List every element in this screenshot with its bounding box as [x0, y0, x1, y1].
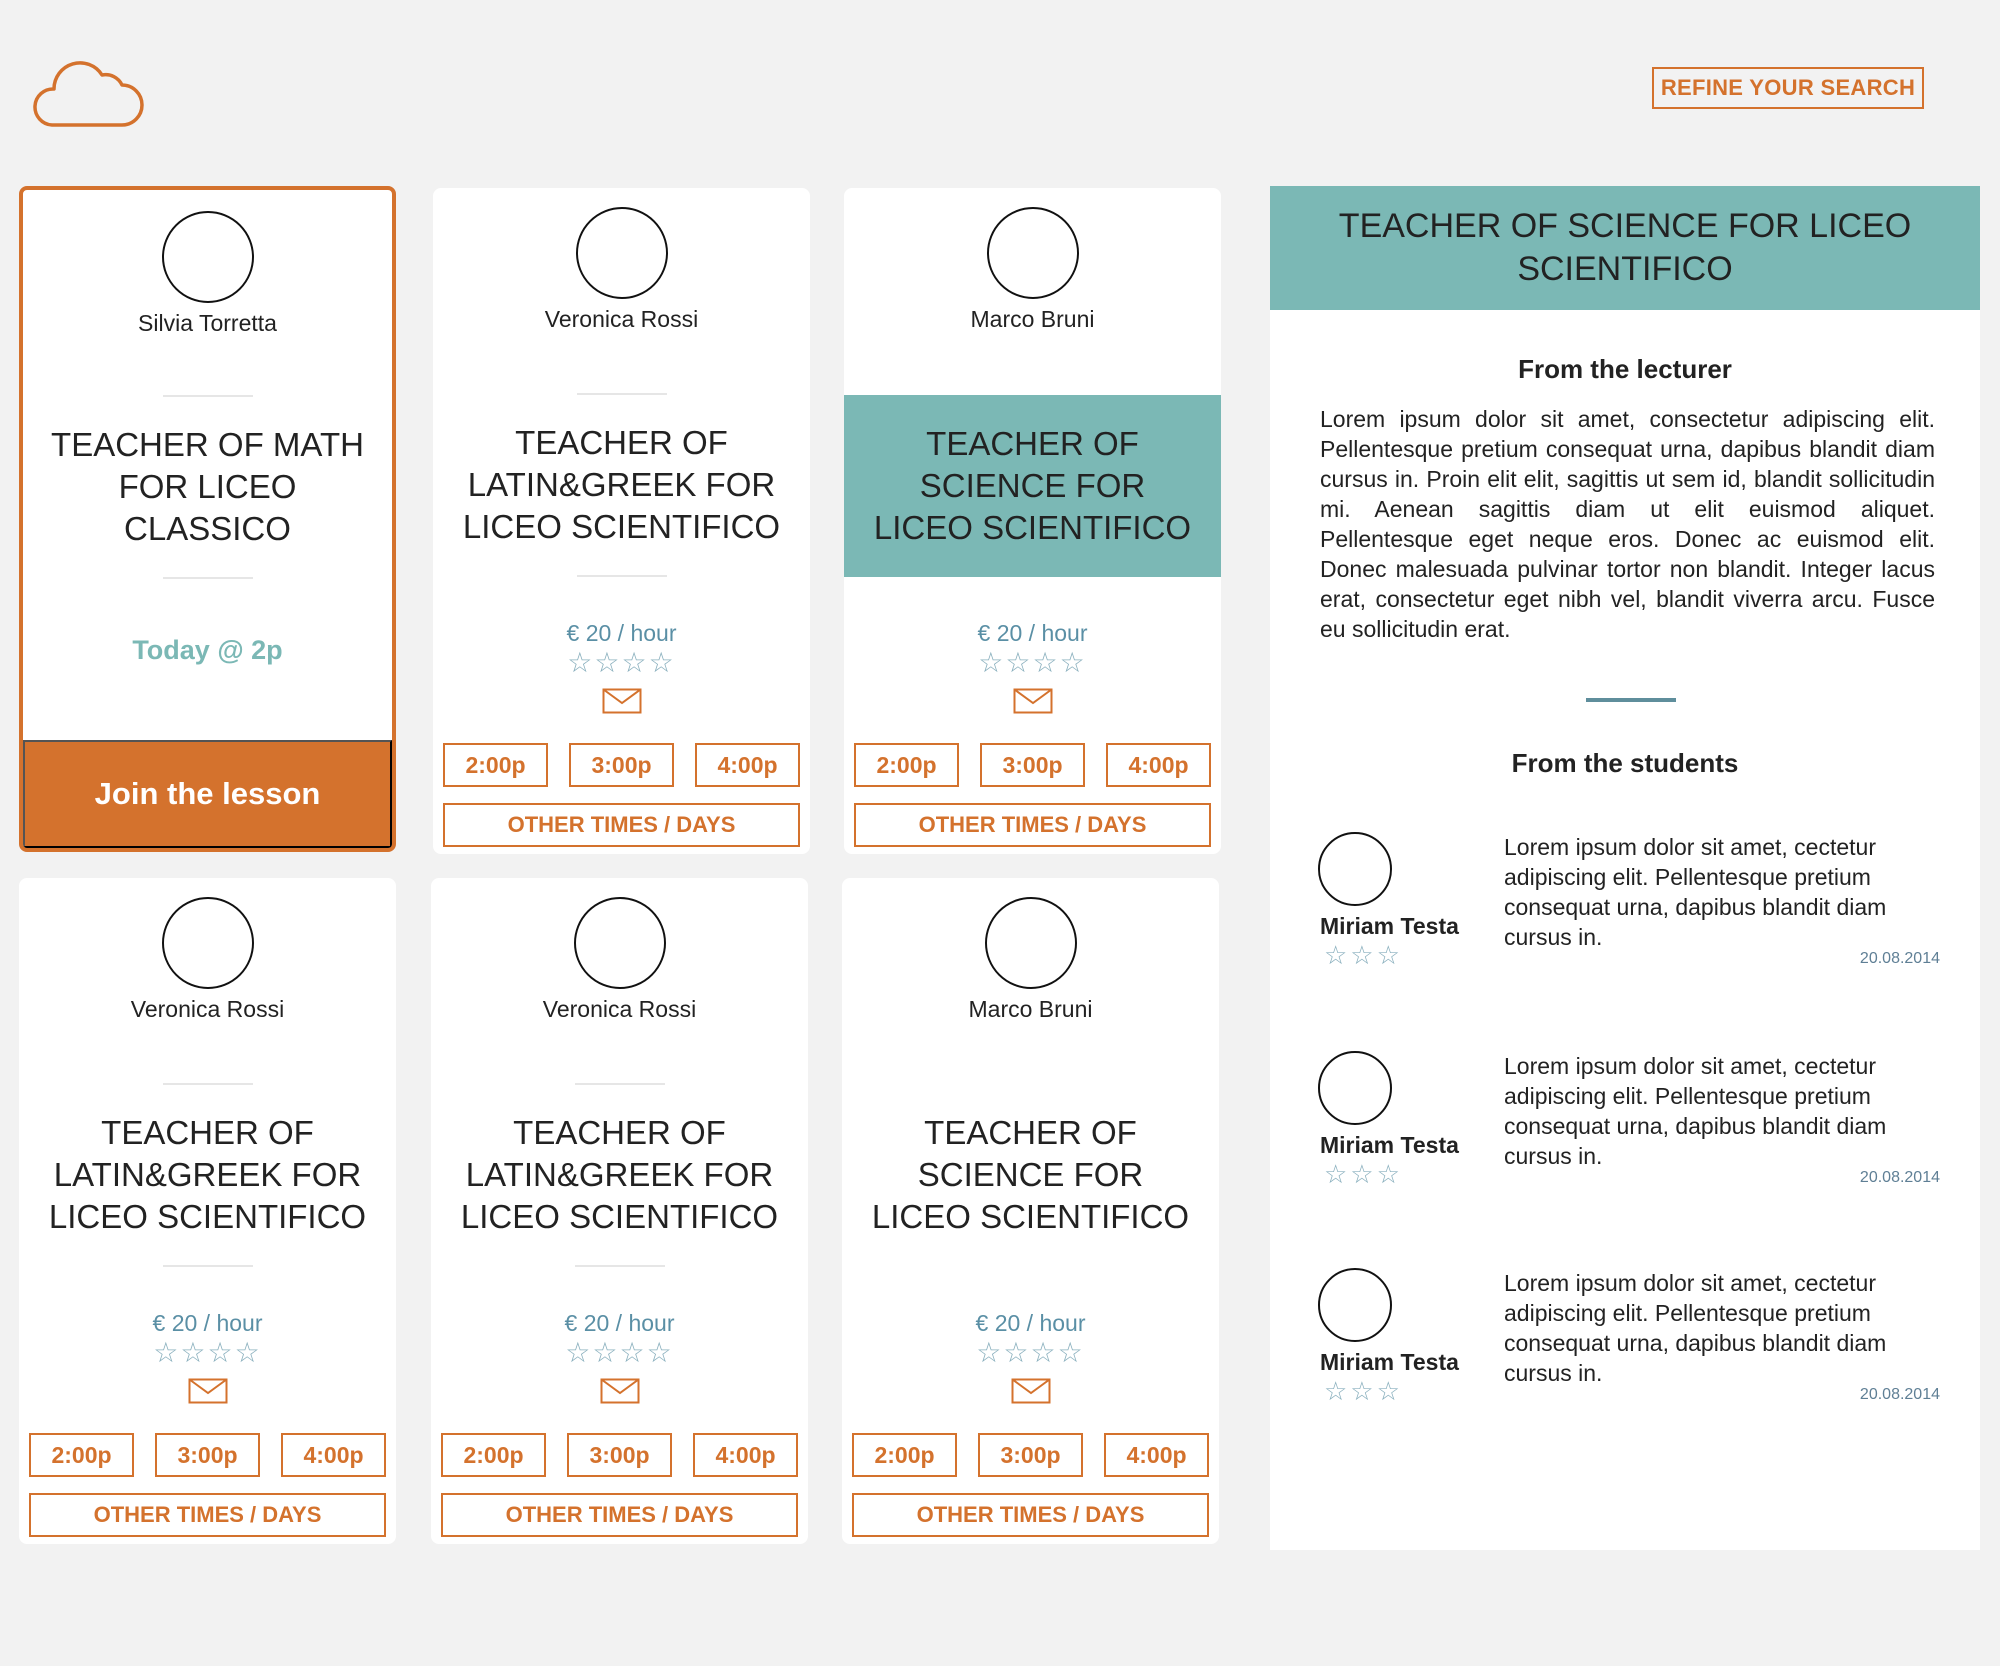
avatar	[987, 207, 1079, 299]
mail-icon[interactable]	[600, 1378, 640, 1404]
time-slot-button[interactable]: 4:00p	[1104, 1433, 1209, 1477]
lecturer-heading: From the lecturer	[1518, 354, 1732, 384]
other-times-button[interactable]: OTHER TIMES / DAYS	[29, 1493, 386, 1537]
time-slot-button[interactable]: 4:00p	[693, 1433, 798, 1477]
review-date: 20.08.2014	[1859, 1386, 1940, 1403]
time-slots	[854, 743, 1211, 787]
teacher-title: TEACHER OF SCIENCE FOR LICEO SCIENTIFICO	[844, 395, 1221, 577]
time-slot-button[interactable]: 3:00p	[569, 743, 674, 787]
other-times-button[interactable]: OTHER TIMES / DAYS	[443, 803, 800, 847]
divider	[575, 1265, 665, 1267]
teacher-name: Marco Bruni	[968, 996, 1093, 1022]
time-slot-button[interactable]: 4:00p	[695, 743, 800, 787]
teacher-name: Marco Bruni	[970, 306, 1095, 332]
section-divider	[1586, 698, 1676, 702]
rating-stars: ☆☆☆☆	[153, 1337, 262, 1368]
time-slots	[443, 743, 800, 787]
other-times-button[interactable]: OTHER TIMES / DAYS	[854, 803, 1211, 847]
price: € 20 / hour	[566, 620, 677, 646]
avatar	[1318, 1051, 1392, 1125]
mail-icon[interactable]	[602, 688, 642, 714]
rating-stars: ☆☆☆	[1324, 1376, 1403, 1406]
price: € 20 / hour	[975, 1310, 1086, 1336]
time-slots	[852, 1433, 1209, 1477]
student-review	[1270, 1051, 1980, 1251]
time-slot-button[interactable]: 3:00p	[978, 1433, 1083, 1477]
teacher-name: Veronica Rossi	[544, 306, 699, 332]
teacher-card[interactable]	[844, 188, 1221, 854]
teacher-detail-panel	[1270, 186, 1980, 1550]
price: € 20 / hour	[977, 620, 1088, 646]
teacher-title: TEACHER OF LATIN&GREEK FOR LICEO SCIENTIFICO	[462, 424, 781, 545]
time-slot-button[interactable]: 2:00p	[441, 1433, 546, 1477]
review-date: 20.08.2014	[1859, 1169, 1940, 1186]
avatar	[1318, 1268, 1392, 1342]
divider	[163, 1265, 253, 1267]
time-slot-button[interactable]: 3:00p	[567, 1433, 672, 1477]
reviewer-name: Miriam Testa	[1320, 1349, 1459, 1375]
student-review	[1270, 832, 1980, 1032]
lecturer-description: Lorem ipsum dolor sit amet, consectetur adipiscing elit. Pellentesque pretium consequat urna, dapibus blandit diam cursus in. Proin elit elit, sagittis ut sem id, blandit sollicitudin mi. Aenean sagittis diam ut elit euismod aliquet. Pellentesque eget neque eros. Donec ac euismod elit. Donec malesuada pulvinar tortor non blandit. Integer lacus erat, consectetur eget nibh vel, blandit viverra arcu. Fusce eu sollicitudin erat.	[1320, 406, 1935, 642]
avatar	[162, 897, 254, 989]
teacher-name: Veronica Rossi	[130, 996, 285, 1022]
divider	[163, 577, 253, 579]
time-slot-button[interactable]: 3:00p	[155, 1433, 260, 1477]
avatar	[1318, 832, 1392, 906]
divider	[577, 575, 667, 577]
cloud-icon[interactable]	[30, 55, 145, 130]
time-slot-button[interactable]: 4:00p	[281, 1433, 386, 1477]
teacher-name: Veronica Rossi	[542, 996, 697, 1022]
students-heading: From the students	[1511, 748, 1739, 778]
detail-title: TEACHER OF SCIENCE FOR LICEO SCIENTIFICO	[1270, 186, 1980, 310]
teacher-title: TEACHER OF SCIENCE FOR LICEO SCIENTIFICO	[871, 1114, 1190, 1235]
review-text: Lorem ipsum dolor sit amet, cectetur adipiscing elit. Pellentesque pretium consequat urna, dapibus blandit diam cursus in.	[1504, 1270, 1887, 1386]
rating-stars: ☆☆☆	[1324, 1159, 1403, 1189]
rating-stars: ☆☆☆☆	[978, 647, 1087, 678]
reviewer-name: Miriam Testa	[1320, 913, 1459, 939]
time-slot-button[interactable]: 3:00p	[980, 743, 1085, 787]
time-slot-button[interactable]: 2:00p	[443, 743, 548, 787]
teacher-name: Silvia Torretta	[138, 310, 277, 336]
rating-stars: ☆☆☆☆	[565, 1337, 674, 1368]
mail-icon[interactable]	[188, 1378, 228, 1404]
teacher-title: TEACHER OF LATIN&GREEK FOR LICEO SCIENTIFICO	[460, 1114, 779, 1235]
reviewer-name: Miriam Testa	[1320, 1132, 1459, 1158]
teacher-title: TEACHER OF MATH FOR LICEO CLASSICO	[51, 426, 364, 547]
other-times-button[interactable]: OTHER TIMES / DAYS	[441, 1493, 798, 1537]
student-review	[1270, 1268, 1980, 1468]
teacher-card[interactable]	[433, 188, 810, 854]
teacher-card[interactable]	[431, 878, 808, 1544]
time-slot-button[interactable]: 4:00p	[1106, 743, 1211, 787]
mail-icon[interactable]	[1013, 688, 1053, 714]
review-text: Lorem ipsum dolor sit amet, cectetur adipiscing elit. Pellentesque pretium consequat urna, dapibus blandit diam cursus in.	[1504, 1053, 1887, 1169]
rating-stars: ☆☆☆☆	[567, 647, 676, 678]
teacher-card[interactable]	[19, 878, 396, 1544]
refine-search-button[interactable]: REFINE YOUR SEARCH	[1652, 67, 1924, 109]
price: € 20 / hour	[564, 1310, 675, 1336]
lesson-time-status: Today @ 2p	[132, 635, 283, 665]
price: € 20 / hour	[152, 1310, 263, 1336]
avatar	[985, 897, 1077, 989]
teacher-card[interactable]	[19, 186, 396, 852]
rating-stars: ☆☆☆	[1324, 940, 1403, 970]
teacher-card[interactable]	[842, 878, 1219, 1544]
review-text: Lorem ipsum dolor sit amet, cectetur adipiscing elit. Pellentesque pretium consequat urna, dapibus blandit diam cursus in.	[1504, 834, 1887, 950]
time-slots	[29, 1433, 386, 1477]
time-slots	[441, 1433, 798, 1477]
avatar	[576, 207, 668, 299]
time-slot-button[interactable]: 2:00p	[852, 1433, 957, 1477]
teacher-title: TEACHER OF LATIN&GREEK FOR LICEO SCIENTIFICO	[48, 1114, 367, 1235]
other-times-button[interactable]: OTHER TIMES / DAYS	[852, 1493, 1209, 1537]
mail-icon[interactable]	[1011, 1378, 1051, 1404]
time-slot-button[interactable]: 2:00p	[29, 1433, 134, 1477]
avatar	[574, 897, 666, 989]
time-slot-button[interactable]: 2:00p	[854, 743, 959, 787]
avatar	[162, 211, 254, 303]
review-date: 20.08.2014	[1859, 950, 1940, 967]
rating-stars: ☆☆☆☆	[976, 1337, 1085, 1368]
join-lesson-button[interactable]: Join the lesson	[23, 740, 392, 848]
